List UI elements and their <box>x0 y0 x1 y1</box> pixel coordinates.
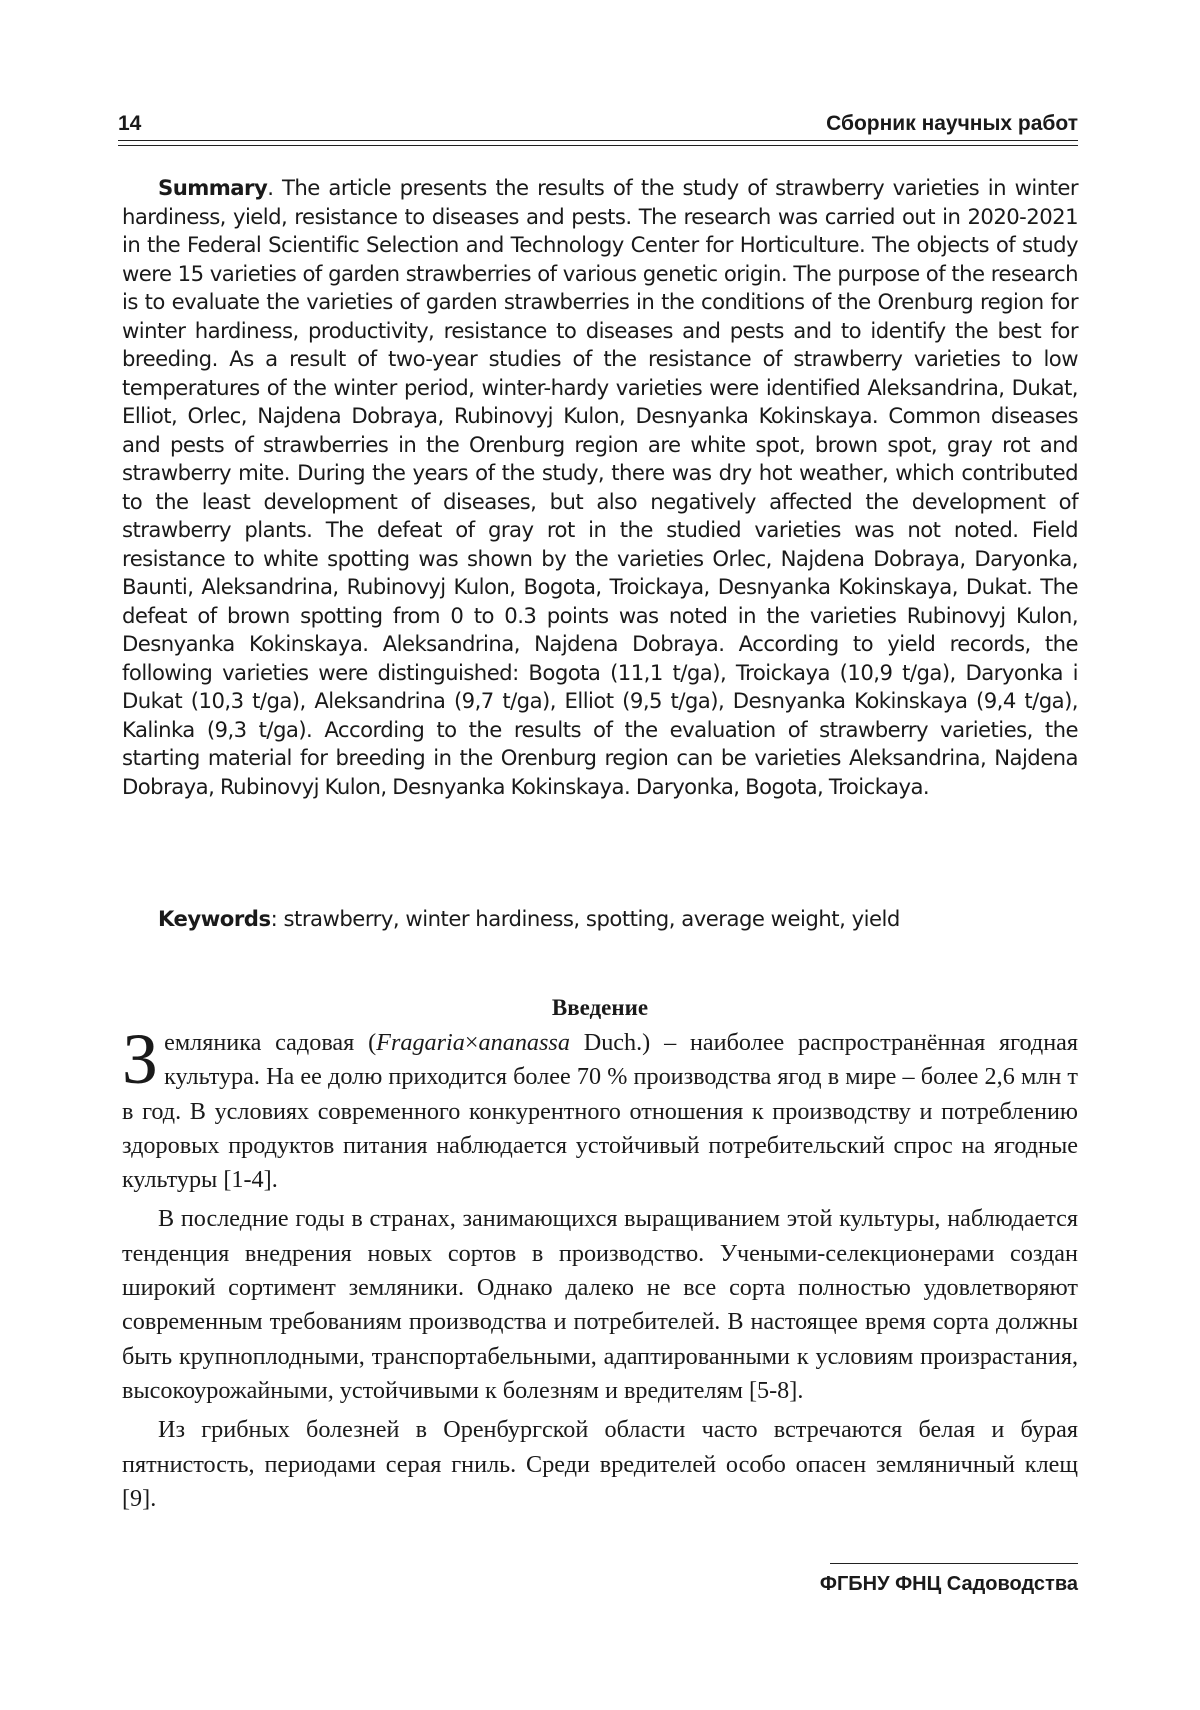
species-epithet: ananassa <box>478 1029 570 1056</box>
page-number: 14 <box>118 112 142 135</box>
keywords-label: Keywords <box>158 906 271 931</box>
section-title: Введение <box>551 995 649 1020</box>
header-rule <box>118 140 1078 141</box>
journal-title: Сборник научных работ <box>826 112 1078 135</box>
summary-paragraph <box>122 174 1078 801</box>
species-genus: Fragaria <box>376 1029 465 1056</box>
keywords-paragraph <box>122 905 1078 934</box>
hybrid-sign: × <box>464 1029 479 1056</box>
header-rule-secondary <box>118 145 1078 146</box>
intro-p1-rest: Duch.) – наиболее распространённая ягодная культура. На ее долю приходится более 70 % производства ягод в мире – более 2,6 млн т в год. В условиях современного конкурентного отношения к производству и потреблению здоровых продуктов питания наблюдается устойчивый потребительский спрос на ягодные культуры [1-4]. <box>122 1029 1078 1194</box>
intro-paragraph-1 <box>122 1019 1078 1197</box>
intro-paragraph-2: В последние годы в странах, занимающихся выращиванием этой культуры, наблюдается тенденция внедрения новых сортов в производство. Учеными-селекционерами создан широкий сортимент земляники. Однако далеко не все сорта полностью удовлетворяют современным требованиям производства и потребителей. В настоящее время сорта должны быть крупноплодными, транспортабельными, адаптированными к условиям произрастания, высокоурожайными, устойчивыми к болезням и вредителям [5-8]. <box>122 1205 1078 1404</box>
drop-cap: З <box>122 1019 159 1099</box>
footer-rule <box>830 1563 1078 1564</box>
summary-label: Summary <box>158 175 268 200</box>
intro-p1-start: емляника садовая ( <box>164 1029 377 1056</box>
introduction-body <box>122 1019 1078 1521</box>
running-header <box>118 112 1078 138</box>
intro-paragraph-3: Из грибных болезней в Оренбургской области часто встречаются белая и бурая пятнистость, периодами серая гниль. Среди вредителей особо опасен земляничный клещ [9]. <box>122 1416 1078 1512</box>
summary-text: . The article presents the results of the study of strawberry varieties in winter hardiness, yield, resistance to diseases and pests. The research was carried out in 2020-2021 in the Federal Scientific Selection and Technology Center for Horticulture. The objects of study were 15 varieties of garden strawberries of various genetic origin. The purpose of the research is to evaluate the varieties of garden strawberries in the conditions of the Orenburg region for winter hardiness, productivity, resistance to diseases and pests and to identify the best for breeding. As a result of two-year studies of the resistance of strawberry varieties to low temperatures of the winter period, winter-hardy varieties were identified Aleksandrina, Dukat, Elliot, Orlec, Najdena Dobraya, Rubinovyj Kulon, Desnyanka Kokinskaya. Common diseases and pests of strawberries in the Orenburg region are white spot, brown spot, gray rot and strawberry mite. During the years of the study, there was dry hot weather, which contributed to the least development of diseases, but also negatively affected the development of strawberry plants. The defeat of gray rot in the studied varieties was not noted. Field resistance to white spotting was shown by the varieties Orlec, Najdena Dobraya, Daryonka, Baunti, Aleksandrina, Rubinovyj Kulon, Bogota, Troickaya, Desnyanka Kokinskaya, Dukat. The defeat of brown spotting from 0 to 0.3 points was noted in the varieties Rubinovyj Kulon, Desnyanka Kokinskaya. Aleksandrina, Najdena Dobraya. According to yield records, the following varieties were distinguished: Bogota (11,1 t/ga), Troickaya (10,9 t/ga), Daryonka i Dukat (10,3 t/ga), Aleksandrina (9,7 t/ga), Elliot (9,5 t/ga), Desnyanka Kokinskaya (9,4 t/ga), Kalinka (9,3 t/ga). According to the results of the evaluation of strawberry varieties, the starting material for breeding in the Orenburg region can be varieties Aleksandrina, Najdena Dobraya, Rubinovyj Kulon, Desnyanka Kokinskaya. Daryonka, Bogota, Troickaya. <box>122 175 1078 799</box>
running-footer: ФГБНУ ФНЦ Садоводства <box>819 1573 1078 1595</box>
keywords-text: : strawberry, winter hardiness, spotting, average weight, yield <box>270 906 900 931</box>
